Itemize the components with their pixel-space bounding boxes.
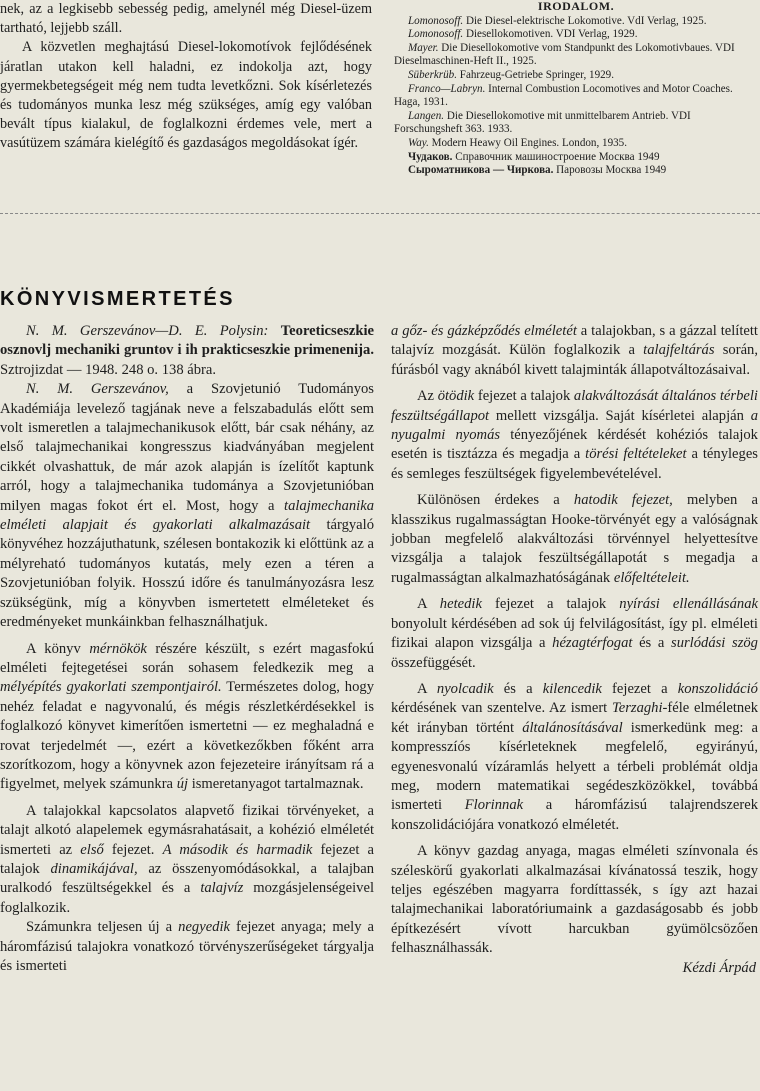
reference-item: Lomonosoff. Die Diesel-elektrische Lokomotive. VdI Verlag, 1925. (408, 14, 707, 27)
paragraph: A nyolcadik és a kilencedik fejezet a konszolidáció kérdésének van szentelve. Az ismert Terzaghi-féle elméletnek két irányban történt általánosításával ismerkedünk meg: a kompresszíós kísérleteknek megfelelő, egyirányú, egyenesvonalú vízáramlás helyett a térbeli problémát oldja meg, modern matematikai segédeszközökkel, továbbá ismerteti Florinnak a háromfázisú talajrendszerek konszolidációjára vonatkozó elméletét. (391, 680, 759, 833)
reference-item: Mayer. Die Diesellokomotive vom Standpunkt des Lokomotivbaues. VDI Dieselmaschinen-Heft II., 1925. (394, 41, 735, 68)
paragraph: A könyv gazdag anyaga, magas elméleti színvonala és széleskörű gyakorlati alkalmazásai kívánatossá teszik, hogy teljes egészében magyarra fordíttassék, s így azt hazai talajmechanikai laboratóriumaink a gazdaságosabb és jobb építkezésért vívott harcukban gyümölcsözően felhasználhassák. (391, 843, 758, 957)
paragraph: A hetedik fejezet a talajok nyírási ellenállásának bonyolult kérdésében ad sok új felvilágosítást, így pl. elméleti fizikai alapon vizsgálja a hézagtérfogat és a surlódási szög összefüggését. (391, 596, 758, 671)
reference-item: Langen. Die Diesellokomotive mit unmittelbarem Antrieb. VDI Forschungsheft 363. 1933. (394, 109, 691, 136)
review-column-right (391, 322, 758, 978)
paragraph: Különösen érdekes a hatodik fejezet, melyben a klasszikus rugalmasságtan Hooke-törvényét egy a valóságnak jobban megfelelő alakváltozási törvénnyel helyettesítve vizsgálja a talajok feszültségállapotát s megadja a rugalmasságtan alkalmazhatóságának előfeltételeit. (391, 492, 758, 586)
references (394, 0, 758, 178)
reference-item: Franco—Labryn. Internal Combustion Locomotives and Motor Coaches. Haga, 1931. (394, 82, 733, 109)
section-heading: KÖNYVISMERTETÉS (0, 288, 235, 310)
reference-item: Lomonosoff. Diesellokomotiven. VDI Verlag, 1929. (408, 28, 638, 41)
paragraph: A talajokkal kapcsolatos alapvető fizikai törvényeket, a talajt alkotó alapelemek egymásrahatásait, a kohézió elméletét ismerteti az első fejezet. A második és harmadik fejezet a talajok dinamikájával, az összenyomódásokkal, a talajban uralkodó feszültségekkel és a talajvíz mozgásjelenségeivel foglalkozik. (0, 802, 375, 916)
bibliographic-entry: N. M. Gerszevánov—D. E. Polysin: Teoreticseszkie osznovlj mechaniki gruntov i ih prakticseszkie primenenija. Sztrojizdat — 1948. 248 o. 138 ábra. (0, 323, 374, 378)
review-column-left (0, 322, 374, 976)
reference-item: Way. Modern Heawy Oil Engines. London, 1935. (408, 136, 627, 149)
references-title: IRODALOM. (537, 0, 615, 13)
signature: Kézdi Árpád (682, 959, 756, 976)
paragraph: nek, az a legkisebb sebesség pedig, amelynél még Diesel-üzem tartható, lejjebb száll. (0, 1, 372, 37)
paragraph: A könyv mérnökök részére készült, s ezért magasfokú elméleti fejtegetései során sohasem feledkezik meg a mélyépítés gyakorlati szempontjairól. Természetes dolog, hogy nehéz feladat e nagyvonalú, és mégis részletkérdésekkel is foglalkozó könyvet kimerítően ismertetni — ez meghaladná e rovat terjedelmét —, ezért a következőkben főként arra szorítkozom, hogy a könyvnek azon fejezeteire irányítsam rá a figyelmet, melyek számunkra új ismeretanyagot tartalmaznak. (0, 640, 374, 793)
paragraph: A közvetlen meghajtású Diesel-lokomotívok fejlődésének járatlan utakon kell haladni, ez indokolja azt, hogy gyermekbetegségeit még nem tudta levetkőzni. Sok kísérletezés és tudományos munka lesz még szükséges, amíg egy valóban bevált típus kialakul, de foglalkozni érdemes vele, mert a vasútüzem számára kielégítő és gazdaságos megoldásokat ígér. (0, 39, 372, 152)
section-divider (0, 213, 760, 214)
paragraph: Az ötödik fejezet a talajok alakváltozását általános térbeli feszültségállapot mellett vizsgálja. Saját kísérletei alapján a nyugalmi nyomás tényezőjének kérdését kohéziós talajok esetén is tisztázza és megadja a törési feltételeket a tényleges és semleges feszültségek figyelembevételével. (391, 388, 758, 482)
previous-article-ending (0, 0, 372, 154)
paragraph: N. M. Gerszevánov, a Szovjetunió Tudományos Akadémiája levelező tagjának neve a felszabadulás előtt sem volt ismeretlen a talajmechanikusok előtt, bár csak néhány, az első talajmechanikai kongresszus kiadványában megjelent cikkét olvashattuk, de már azok alapján is ízelítőt kaptunk arról, hogy a talajmechanika tudománya a Szovjetunióban milyen magas fokot ért el. Most, hogy a talajmechanika elméleti alapjait és gyakorlati alkalmazásait tárgyaló könyvéhez hozzájuthatunk, szélesen bontakozik ki előttünk az a mélyreható tudományos kutatás, mely ezen a téren a Szovjetunióban folyik. Hosszú időre és tanulmányozásra lesz szükségünk, míg a könyvben ismertetett elméleteket és eredményeket munkáinkban felhasználhatjuk. (0, 381, 374, 631)
reference-item: Сыроматникова — Чиркова. Паровозы Москва 1949 (408, 164, 667, 177)
reference-item: Чудаков. Справочник машиностроение Москва 1949 (408, 150, 660, 163)
reference-item: Süberkrüb. Fahrzeug-Getriebe Springer, 1929. (408, 68, 614, 81)
paragraph: Számunkra teljesen új a negyedik fejezet anyaga; mely a háromfázisú talajokra vonatkozó törvényszerűségeket tárgyalja és ismerteti (0, 919, 374, 974)
paragraph: a gőz- és gázképződés elméletét a talajokban, s a gázzal telített talajvíz mozgását. Külön foglalkozik a talajfeltárás során, fúrásból vagy aknából kivett talajminták állapotváltozásaival. (391, 323, 758, 378)
